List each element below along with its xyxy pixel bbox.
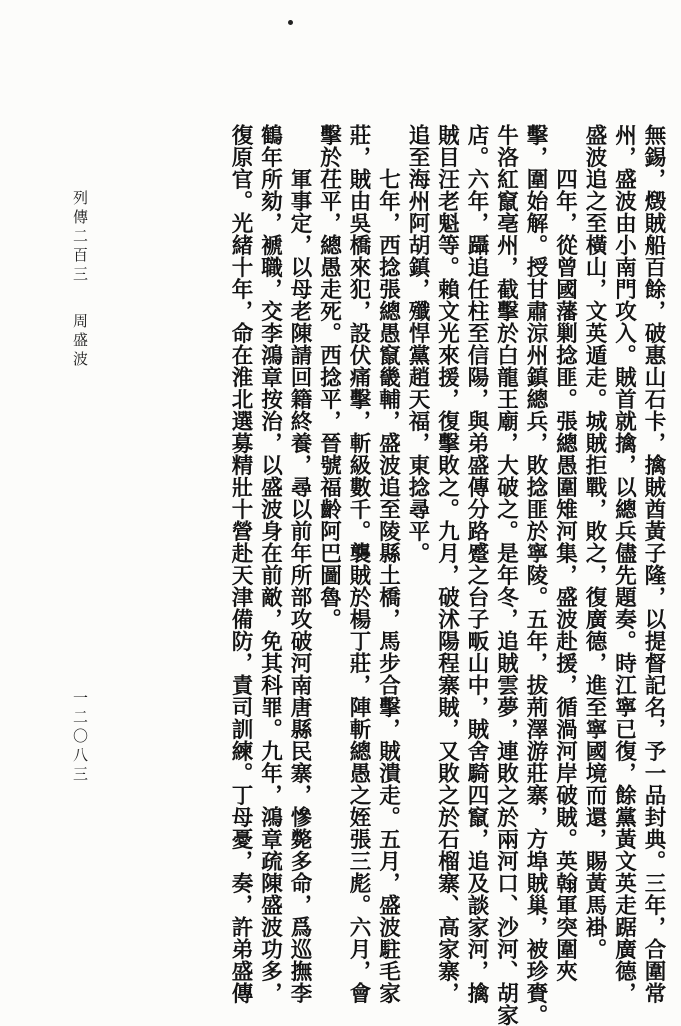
page-number: 一二〇八三 — [71, 690, 89, 785]
text-column-8: 賊目汪老魁等。賴文光來援，復擊敗之。九月，破沭陽程寨賊，又敗之於石榴寨、高家寨， — [434, 124, 460, 1004]
chapter-title: 列傳二百三 — [71, 190, 89, 285]
biography-name: 周盛波 — [71, 313, 89, 370]
text-column-2: 州，盛波由小南門攻入。賊首就擒，以總兵儘先題奏。時江寧已復，餘黨黃文英走踞廣德， — [611, 124, 637, 1004]
text-column-14: 鶴年所劾，褫職，交李鴻章按治，以盛波身在前敵，免其科罪。九年，鴻章疏陳盛波功多， — [257, 124, 283, 1004]
text-column-1: 無錫，燬賊船百餘，破惠山石卡，擒賊酋黃子隆，以提督記名，予一品封典。三年，合圍常 — [641, 124, 666, 1004]
text-column-13: 軍事定，以母老陳請回籍終養，尋以前年所部攻破河南唐縣民寨，慘斃多命，爲巡撫李 — [287, 168, 312, 1004]
text-column-15: 復原官。光緒十年，命在淮北選募精壯十營赴天津備防，責司訓練。丁母憂，奏，許弟盛傳 — [228, 124, 253, 1004]
ink-dot — [288, 20, 293, 25]
text-column-7: 店。六年，躡追任柱至信陽，與弟盛傳分路蹙之台子畈山中，賊舍騎四竄，追及談家河，擒 — [464, 124, 489, 1004]
page-margin — [70, 190, 94, 840]
text-column-6: 牛洛紅竄亳州，截擊於白龍王廟，大破之。是年冬，追賊雲夢，連敗之於兩河口、沙河、胡家 — [493, 124, 519, 1026]
text-column-4: 四年，從曾國藩剿捻匪。張總愚圍雉河集，盛波赴援，循渦河岸破賊。英翰軍突圍夾 — [552, 168, 578, 982]
text-column-12: 擊於茌平，總愚走死。西捻平，晉號福齡阿巴圖魯。 — [316, 124, 342, 630]
text-column-9: 追至海州阿胡鎮，殲悍黨趙天福，東捻尋平。 — [405, 124, 430, 564]
text-column-10: 七年，西捻張總愚竄畿輔，盛波追至陵縣土橋，馬步合擊，賊潰走。五月，盛波駐毛家 — [375, 168, 401, 1004]
text-column-11: 莊，賊由吳橋來犯，設伏痛擊，斬級數千。襲賊於楊丁莊，陣斬總愚之姪張三彪。六月，會 — [346, 124, 371, 1004]
text-column-3: 盛波追之至橫山，文英遁走。城賊拒戰，敗之，復廣德，進至寧國境而還，賜黃馬褂。 — [582, 124, 607, 960]
text-column-5: 擊，圍始解。授甘肅涼州鎮總兵，敗捻匪於寧陵。五年，拔荊澤游莊寨，方埠賊巢，被珍賚。 — [523, 124, 548, 1026]
body-text — [108, 124, 668, 1026]
